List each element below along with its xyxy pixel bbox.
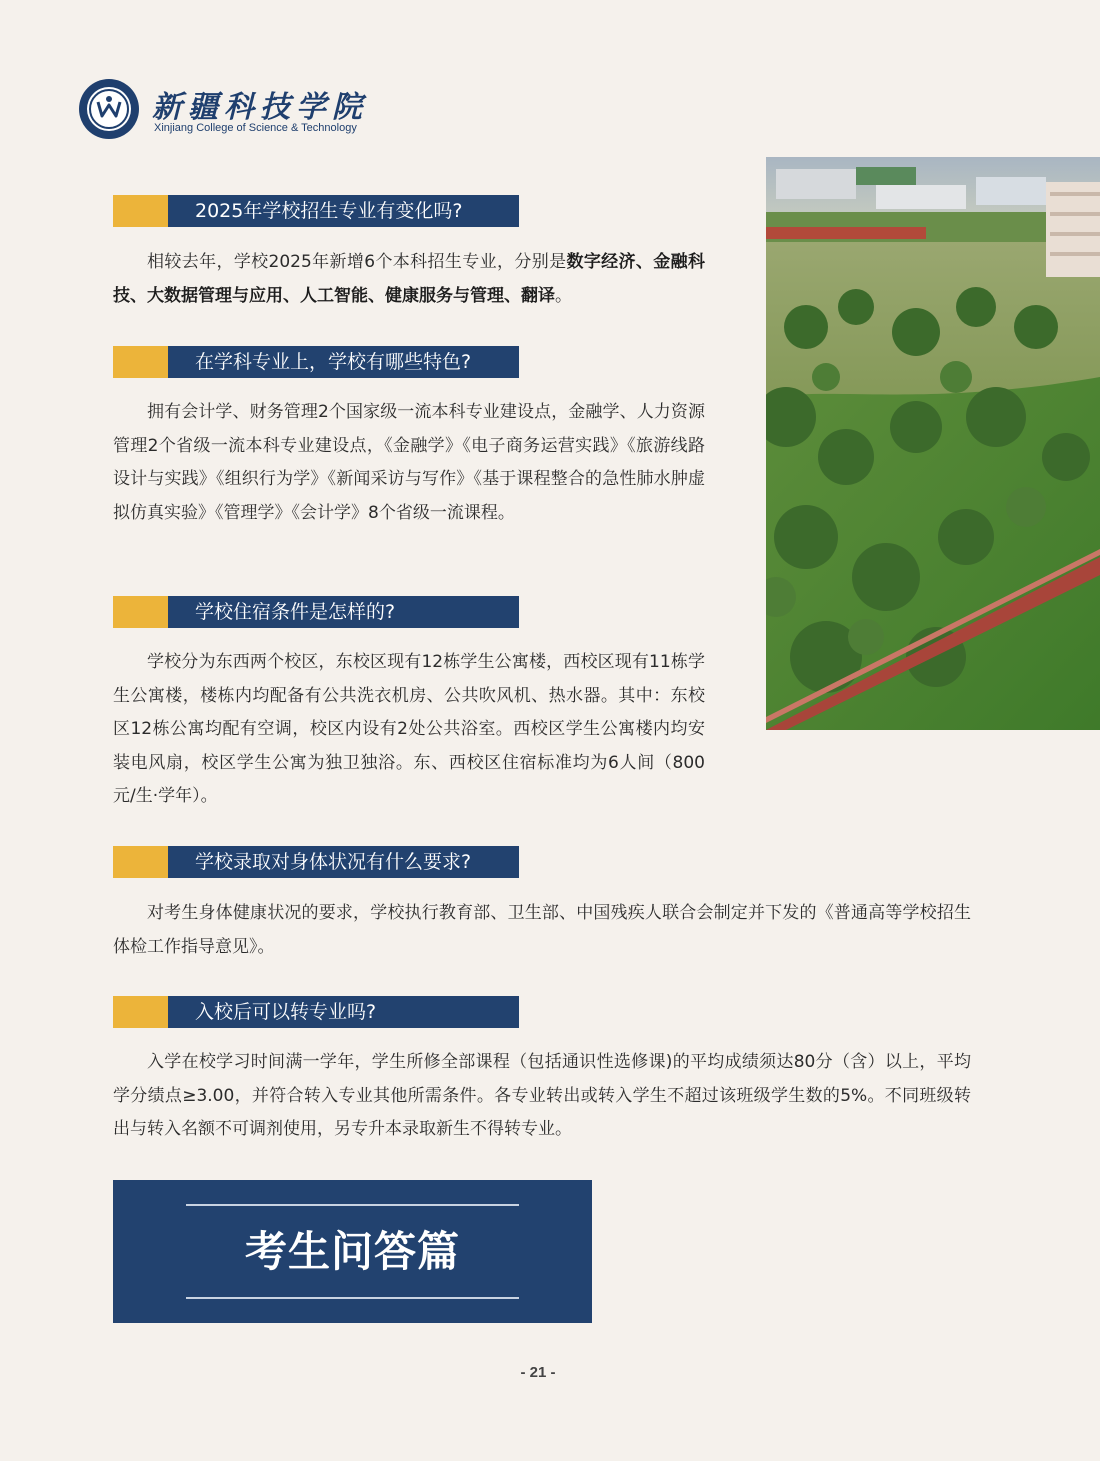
answer-paragraph-1 <box>113 246 705 313</box>
section-banner <box>113 1180 592 1323</box>
banner-title: 考生问答篇 <box>244 1227 460 1276</box>
question-title-4: 学校录取对身体状况有什么要求? <box>195 851 472 873</box>
college-seal-icon <box>78 78 140 140</box>
question-title-3: 学校住宿条件是怎样的? <box>195 601 396 623</box>
question-title-2: 在学科专业上，学校有哪些特色? <box>195 351 472 373</box>
campus-photo <box>766 157 1100 730</box>
college-name-en: Xinjiang College of Science & Technology <box>154 122 357 134</box>
question-heading-1 <box>113 195 519 227</box>
heading-accent-bar <box>113 996 168 1028</box>
college-name-cn: 新疆科技学院 <box>152 90 368 125</box>
heading-accent-bar <box>113 596 168 628</box>
question-heading-2 <box>113 346 519 378</box>
heading-accent-bar <box>113 846 168 878</box>
question-title-1: 2025年学校招生专业有变化吗? <box>195 200 463 222</box>
answer-paragraph-4: 对考生身体健康状况的要求，学校执行教育部、卫生部、中国残疾人联合会制定并下发的《普通高等学校招生体检工作指导意见》。 <box>113 903 971 957</box>
banner-bottom-rule <box>186 1297 519 1299</box>
page-number: - 21 - <box>520 1364 556 1381</box>
college-logo <box>78 78 378 142</box>
answer-1-new-majors: 数字经济、金融科技、大数据管理与应用、人工智能、健康服务与管理、翻译 <box>113 252 705 306</box>
heading-accent-bar <box>113 346 168 378</box>
question-heading-5 <box>113 996 519 1028</box>
answer-paragraph-3: 学校分为东西两个校区，东校区现有12栋学生公寓楼，西校区现有11栋学生公寓楼，楼栋内均配备有公共洗衣机房、公共吹风机、热水器。其中：东校区12栋公寓均配有空调，校区内设有2处公共浴室。西校区学生公寓楼内均安装电风扇，校区学生公寓为独卫独浴。东、西校区住宿标准均为6人间（800元/生·学年）。 <box>113 652 705 807</box>
question-heading-4 <box>113 846 519 878</box>
answer-paragraph-2: 拥有会计学、财务管理2个国家级一流本科专业建设点，金融学、人力资源管理2个省级一流本科专业建设点，《金融学》《电子商务运营实践》《旅游线路设计与实践》《组织行为学》《新闻采访与写作》《基于课程整合的急性肺水肿虚拟仿真实验》《管理学》《会计学》8个省级一流课程。 <box>113 402 705 523</box>
banner-top-rule <box>186 1204 519 1206</box>
answer-paragraph-5: 入学在校学习时间满一学年，学生所修全部课程（包括通识性选修课)的平均成绩须达80分（含）以上，平均学分绩点≥3.00，并符合转入专业其他所需条件。各专业转出或转入学生不超过该班级学生数的5%。不同班级转出与转入名额不可调剂使用，另专升本录取新生不得转专业。 <box>113 1052 971 1140</box>
answer-1-lead: 相较去年，学校2025年新增6个本科招生专业，分别是 <box>147 252 567 272</box>
answer-1-tail: 。 <box>555 285 572 306</box>
heading-accent-bar <box>113 195 168 227</box>
question-heading-3 <box>113 596 519 628</box>
question-title-5: 入校后可以转专业吗? <box>195 1001 377 1023</box>
